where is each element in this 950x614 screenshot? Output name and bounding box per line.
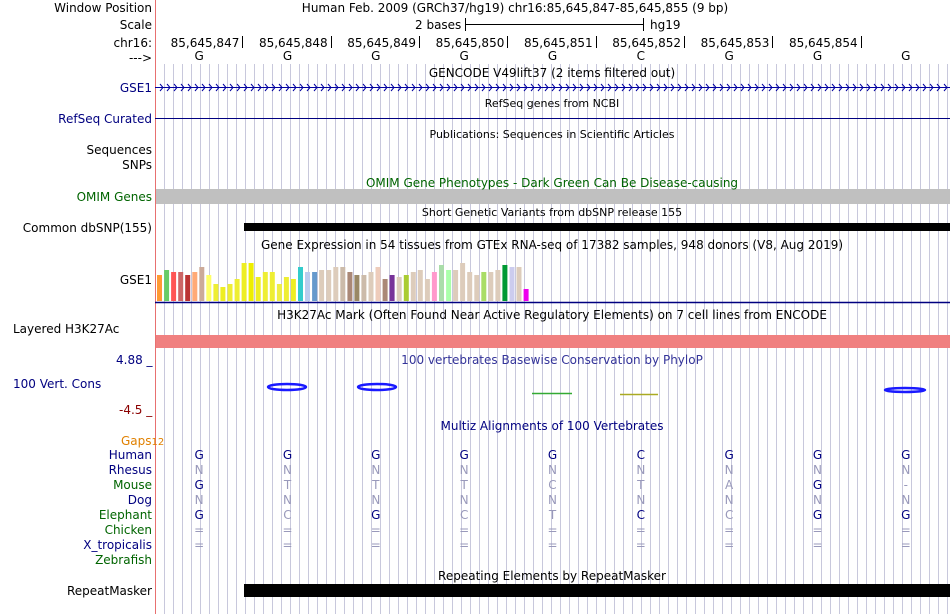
multiz-alignment-base: G	[194, 448, 204, 462]
gtex-tissue-bar	[524, 289, 529, 301]
multiz-species-label[interactable]: Dog	[127, 493, 152, 507]
multiz-alignment-base: A	[725, 478, 734, 492]
multiz-alignment-base: N	[194, 493, 204, 507]
gtex-tissue-bar	[354, 275, 359, 301]
publications-track-title[interactable]: Publications: Sequences in Scientific Articles	[429, 128, 675, 141]
gtex-tissue-bar	[220, 287, 225, 301]
multiz-alignment-base: C	[636, 508, 646, 522]
position-label: 85,645,849	[347, 36, 416, 50]
multiz-track-title[interactable]: Multiz Alignments of 100 Vertebrates	[440, 419, 664, 433]
strand-label: --->	[128, 51, 152, 65]
multiz-alignment-base: C	[636, 448, 646, 462]
scale-text: 2 bases	[415, 18, 462, 32]
base-letter: G	[459, 49, 469, 63]
multiz-alignment-base: =	[900, 523, 911, 537]
position-label: 85,645,853	[700, 36, 770, 50]
gtex-tissue-bar	[411, 272, 416, 301]
gtex-tissue-bar	[284, 277, 289, 301]
multiz-alignment-base: N	[194, 463, 204, 477]
gtex-tissue-bar	[347, 272, 352, 301]
multiz-alignment-base: T	[637, 478, 645, 492]
phylop-track-label[interactable]: 100 Vert. Cons	[13, 377, 102, 391]
dbsnp-feature-bar	[244, 223, 950, 231]
repeatmasker-track-label[interactable]: RepeatMasker	[66, 584, 152, 598]
chrom-label: chr16:	[113, 36, 152, 50]
multiz-alignment-base: T	[460, 478, 468, 492]
gtex-tissue-bar	[460, 263, 465, 301]
multiz-alignment-base: =	[812, 538, 823, 552]
multiz-alignment-base: N	[548, 493, 557, 507]
gtex-tissue-bar	[235, 279, 240, 301]
base-letter: G	[282, 49, 293, 63]
phylop-min-label: -4.5 _	[119, 403, 153, 417]
gtex-tissue-bar	[192, 272, 197, 301]
gtex-track-title[interactable]: Gene Expression in 54 tissues from GTEx RNA-seq of 17382 samples, 948 donors (V8, Aug 2019)	[260, 238, 844, 252]
multiz-alignment-base: =	[194, 523, 205, 537]
gtex-tissue-bar	[333, 267, 338, 301]
multiz-alignment-base: G	[547, 448, 558, 462]
gtex-tissue-bar	[263, 272, 268, 301]
multiz-alignment-base: =	[812, 523, 823, 537]
multiz-alignment-base: T	[548, 508, 557, 522]
multiz-species-label[interactable]: Chicken	[104, 523, 152, 537]
multiz-alignment-base: =	[459, 538, 470, 552]
multiz-species-label[interactable]: Elephant	[98, 508, 152, 522]
multiz-alignment-base: =	[724, 523, 735, 537]
multiz-species-label[interactable]: Zebrafish	[95, 553, 152, 567]
multiz-alignment-base: G	[459, 448, 469, 462]
multiz-alignment-base: -	[903, 478, 908, 492]
gtex-tissue-bar	[495, 270, 500, 301]
multiz-alignment-base: T	[283, 478, 292, 492]
phylop-conservation-mark	[268, 384, 306, 390]
gtex-tissue-bar	[418, 270, 423, 301]
gtex-tissue-bar	[488, 272, 493, 301]
gtex-tissue-bar	[270, 272, 275, 301]
repeatmasker-feature-bar	[244, 584, 950, 597]
gtex-tissue-bar	[467, 272, 472, 301]
omim-track-label[interactable]: OMIM Genes	[76, 190, 152, 204]
window-position-label: Window Position	[54, 1, 152, 15]
multiz-alignment-base: G	[194, 508, 204, 522]
gtex-tissue-bar	[340, 267, 345, 301]
multiz-alignment-base: G	[812, 448, 823, 462]
multiz-species-label[interactable]: Mouse	[113, 478, 152, 492]
base-letter: G	[812, 49, 823, 63]
base-letter: G	[371, 49, 381, 63]
multiz-species-label[interactable]: X_tropicalis	[83, 538, 152, 552]
phylop-conservation-mark	[885, 388, 925, 392]
gtex-tissue-bar	[213, 284, 218, 301]
position-label: 85,645,850	[435, 36, 505, 50]
multiz-alignment-base: N	[636, 493, 646, 507]
gtex-tissue-bar	[383, 279, 388, 301]
gtex-tissue-bar	[171, 272, 176, 301]
h3k27ac-track-label[interactable]: Layered H3K27Ac	[13, 322, 120, 336]
multiz-alignment-base: =	[194, 538, 205, 552]
multiz-alignment-base: N	[901, 493, 911, 507]
multiz-alignment-base: =	[547, 523, 558, 537]
dbsnp-track-label[interactable]: Common dbSNP(155)	[22, 221, 152, 235]
multiz-alignment-base: C	[548, 478, 557, 492]
gtex-tissue-bar	[157, 275, 162, 301]
multiz-alignment-base: C	[724, 508, 734, 522]
gtex-tissue-bar	[164, 270, 169, 301]
multiz-alignment-base: =	[370, 523, 381, 537]
gtex-tissue-bar	[446, 270, 451, 301]
gtex-tissue-bar	[228, 284, 233, 301]
position-label: 85,645,848	[258, 36, 328, 50]
multiz-alignment-base: G	[282, 448, 293, 462]
omim-track-title[interactable]: OMIM Gene Phenotypes - Dark Green Can Be Disease-causing	[365, 176, 739, 190]
gtex-tissue-bar	[361, 275, 366, 301]
gtex-tissue-bar	[326, 270, 331, 301]
gtex-tissue-bar	[319, 270, 324, 301]
multiz-alignment-base: =	[459, 523, 470, 537]
multiz-alignment-base: G	[901, 448, 911, 462]
base-letter: C	[636, 49, 646, 63]
position-label: 85,645,851	[523, 36, 593, 50]
h3k27ac-signal-band	[156, 335, 950, 348]
gtex-tissue-bar	[277, 284, 282, 301]
multiz-alignment-base: G	[371, 508, 381, 522]
dbsnp-track-title[interactable]: Short Genetic Variants from dbSNP release 155	[421, 206, 683, 219]
multiz-alignment-base: N	[371, 463, 381, 477]
multiz-alignment-base: N	[459, 493, 469, 507]
multiz-gaps-label: Gaps12	[121, 434, 165, 448]
gtex-tissue-bar	[206, 275, 211, 301]
multiz-alignment-base: N	[724, 493, 734, 507]
gtex-tissue-bar	[312, 272, 317, 301]
phylop-conservation-mark	[358, 384, 396, 390]
gencode-track-title[interactable]: GENCODE V49lift37 (2 items filtered out)	[428, 66, 676, 80]
gtex-tissue-bar	[510, 267, 515, 301]
multiz-alignment-base: N	[724, 463, 734, 477]
gtex-tissue-bar	[185, 275, 190, 301]
gtex-tissue-bar	[404, 275, 409, 301]
multiz-alignment-base: G	[194, 478, 204, 492]
multiz-alignment-base: G	[812, 508, 823, 522]
gtex-tissue-bar	[474, 275, 479, 301]
refseq-track-title[interactable]: RefSeq genes from NCBI	[484, 97, 620, 110]
gtex-tissue-bar	[439, 265, 444, 301]
base-letter: G	[724, 49, 734, 63]
multiz-alignment-base: =	[724, 538, 735, 552]
multiz-alignment-base: N	[636, 463, 646, 477]
gtex-tissue-bar	[298, 267, 303, 301]
multiz-species-label[interactable]: Human	[108, 448, 152, 462]
multiz-species-label[interactable]: Rhesus	[108, 463, 152, 477]
multiz-alignment-base: N	[901, 463, 911, 477]
multiz-alignment-base: G	[901, 508, 911, 522]
gtex-tissue-bar	[432, 272, 437, 301]
multiz-alignment-base: =	[900, 538, 911, 552]
base-letter: G	[194, 49, 204, 63]
base-letter: G	[547, 49, 558, 63]
gtex-tissue-bar	[178, 272, 183, 301]
multiz-alignment-base: =	[635, 538, 646, 552]
gtex-tissue-bar	[481, 272, 486, 301]
scale-label: Scale	[119, 18, 152, 32]
h3k27ac-track-title[interactable]: H3K27Ac Mark (Often Found Near Active Regulatory Elements) on 7 cell lines from ENCODE	[277, 308, 827, 322]
multiz-alignment-base: C	[283, 508, 292, 522]
multiz-alignment-base: N	[548, 463, 557, 477]
gtex-tissue-bar	[390, 275, 395, 301]
multiz-alignment-base: G	[812, 478, 823, 492]
multiz-alignment-base: =	[547, 538, 558, 552]
multiz-alignment-base: C	[459, 508, 469, 522]
multiz-alignment-base: T	[372, 478, 380, 492]
multiz-alignment-base: =	[282, 523, 293, 537]
gtex-tissue-bar	[502, 265, 507, 301]
gtex-tissue-bar	[453, 270, 458, 301]
publications-snps-label[interactable]: SNPs	[122, 158, 152, 172]
base-letter: G	[901, 49, 911, 63]
gtex-tissue-bar	[249, 263, 254, 301]
gtex-tissue-bar	[199, 267, 204, 301]
gtex-tissue-bar	[291, 279, 296, 301]
phylop-track-title[interactable]: 100 vertebrates Basewise Conservation by PhyloP	[401, 353, 703, 367]
multiz-alignment-base: =	[635, 523, 646, 537]
multiz-alignment-base: N	[459, 463, 469, 477]
position-label: 85,645,847	[170, 36, 240, 50]
multiz-alignment-base: N	[371, 493, 381, 507]
multiz-alignment-base: N	[283, 493, 292, 507]
multiz-alignment-base: G	[371, 448, 381, 462]
gtex-tissue-bar	[397, 277, 402, 301]
gencode-item-label[interactable]: GSE1	[119, 81, 152, 95]
multiz-alignment-base: =	[282, 538, 293, 552]
position-label: 85,645,852	[612, 36, 681, 50]
window-title: Human Feb. 2009 (GRCh37/hg19) chr16:85,645,847-85,645,855 (9 bp)	[301, 1, 729, 15]
multiz-alignment-base: N	[283, 463, 292, 477]
repeatmasker-track-title[interactable]: Repeating Elements by RepeatMasker	[438, 569, 666, 583]
gtex-tissue-bar	[242, 263, 247, 301]
gtex-tissue-bar	[376, 267, 381, 301]
multiz-alignment-base: G	[724, 448, 734, 462]
gtex-gene-label[interactable]: GSE1	[119, 273, 152, 287]
gtex-tissue-bar	[425, 279, 430, 301]
omim-feature-bar	[156, 189, 950, 204]
phylop-max-label: 4.88 _	[116, 353, 153, 367]
gtex-tissue-bar	[256, 277, 261, 301]
gtex-tissue-bar	[305, 272, 310, 301]
position-label: 85,645,854	[788, 36, 858, 50]
multiz-alignment-base: N	[813, 493, 822, 507]
refseq-track-label[interactable]: RefSeq Curated	[58, 112, 152, 126]
publications-sequences-label[interactable]: Sequences	[86, 143, 152, 157]
multiz-alignment-base: N	[813, 463, 822, 477]
scale-db: hg19	[650, 18, 681, 32]
gtex-tissue-bar	[369, 272, 374, 301]
gtex-tissue-bar	[517, 267, 522, 301]
multiz-alignment-base: =	[370, 538, 381, 552]
